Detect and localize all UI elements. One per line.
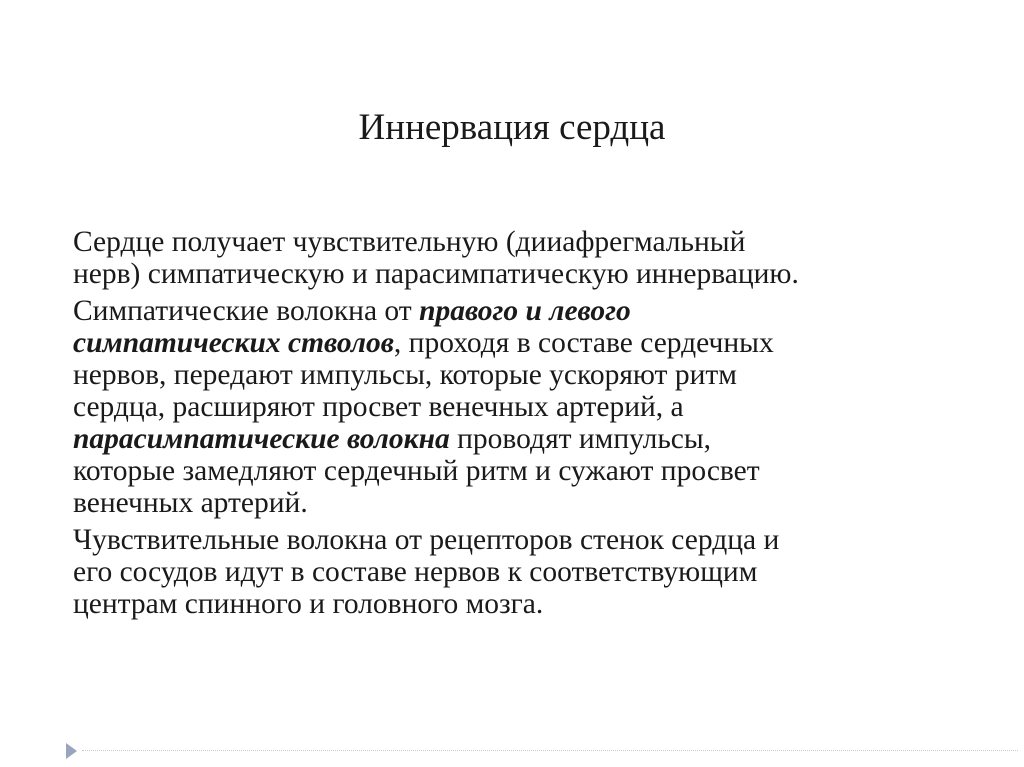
text-line bbox=[73, 423, 973, 455]
text-line bbox=[73, 327, 973, 359]
text-line bbox=[73, 295, 973, 327]
emphasis-text: парасимпатические волокна bbox=[73, 423, 450, 455]
text-line: венечных артерий. bbox=[73, 487, 308, 519]
paragraph-sympathetic bbox=[73, 295, 973, 519]
slide-body bbox=[73, 226, 973, 625]
text-run: , проходя в составе сердечных bbox=[393, 327, 774, 359]
text-line: нерв) симпатическую и парасимпатическую иннервацию. bbox=[73, 258, 799, 290]
text-line: которые замедляют сердечный ритм и сужают просвет bbox=[73, 455, 760, 487]
text-run: Симпатические волокна от bbox=[73, 295, 420, 327]
slide-title: Иннервация сердца bbox=[358, 107, 666, 148]
bottom-divider bbox=[82, 750, 1018, 751]
paragraph-sensory-fibers bbox=[73, 524, 973, 620]
emphasis-text: правого и левого bbox=[419, 295, 631, 327]
text-line: его сосудов идут в составе нервов к соответствующим bbox=[73, 556, 758, 588]
text-line: сердца, расширяют просвет венечных артерий, а bbox=[73, 391, 684, 423]
emphasis-text: симпатических стволов bbox=[73, 327, 394, 359]
paragraph-sensory-intro bbox=[73, 226, 973, 290]
triangle-right-icon[interactable] bbox=[66, 743, 77, 759]
text-line: нервов, передают импульсы, которые ускоряют ритм bbox=[73, 359, 737, 391]
text-line: Чувствительные волокна от рецепторов стенок сердца и bbox=[73, 524, 780, 556]
text-line: центрам спинного и головного мозга. bbox=[73, 588, 544, 620]
text-run: проводят импульсы, bbox=[449, 423, 712, 455]
text-line: Сердце получает чувствительную (дииафрегмальный bbox=[73, 226, 746, 258]
